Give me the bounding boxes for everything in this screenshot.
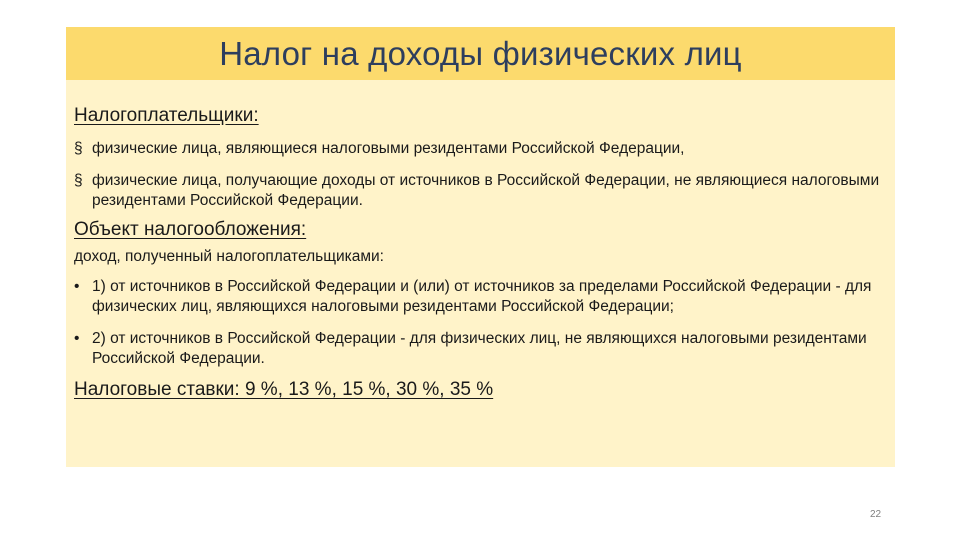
dot-bullet-icon: • (74, 278, 80, 295)
slide-title: Налог на доходы физических лиц (219, 34, 742, 72)
payers-item-text: физические лица, получающие доходы от источников в Российской Федерации, не являющиеся налоговыми резидентами Российской Федерации. (92, 172, 880, 209)
object-intro: доход, полученный налогоплательщиками: (74, 248, 384, 265)
object-item-2 (74, 329, 889, 369)
object-item-text: 1) от источников в Российской Федерации и (или) от источников за пределами Российской Федерации - для физических лиц, являющихся налоговыми резидентами Российской Федерации; (92, 278, 872, 315)
object-item-text: 2) от источников в Российской Федерации - для физических лиц, не являющихся налоговыми резидентами Российской Федерации. (92, 330, 867, 367)
object-item-1 (74, 277, 889, 317)
square-bullet-icon: § (74, 140, 83, 157)
object-heading: Объект налогообложения: (74, 219, 307, 240)
rates-heading: Налоговые ставки: 9 %, 13 %, 15 %, 30 %, 35 % (74, 379, 494, 400)
title-bar (66, 27, 895, 80)
payers-heading: Налогоплательщики: (74, 105, 259, 126)
page-number: 22 (870, 509, 882, 520)
square-bullet-icon: § (74, 172, 83, 189)
slide-content-box (66, 27, 895, 467)
slide-body (74, 105, 889, 401)
payers-item-2 (74, 171, 889, 211)
payers-item-text: физические лица, являющиеся налоговыми резидентами Российской Федерации, (92, 140, 685, 157)
dot-bullet-icon: • (74, 330, 80, 347)
payers-item-1 (74, 139, 889, 159)
